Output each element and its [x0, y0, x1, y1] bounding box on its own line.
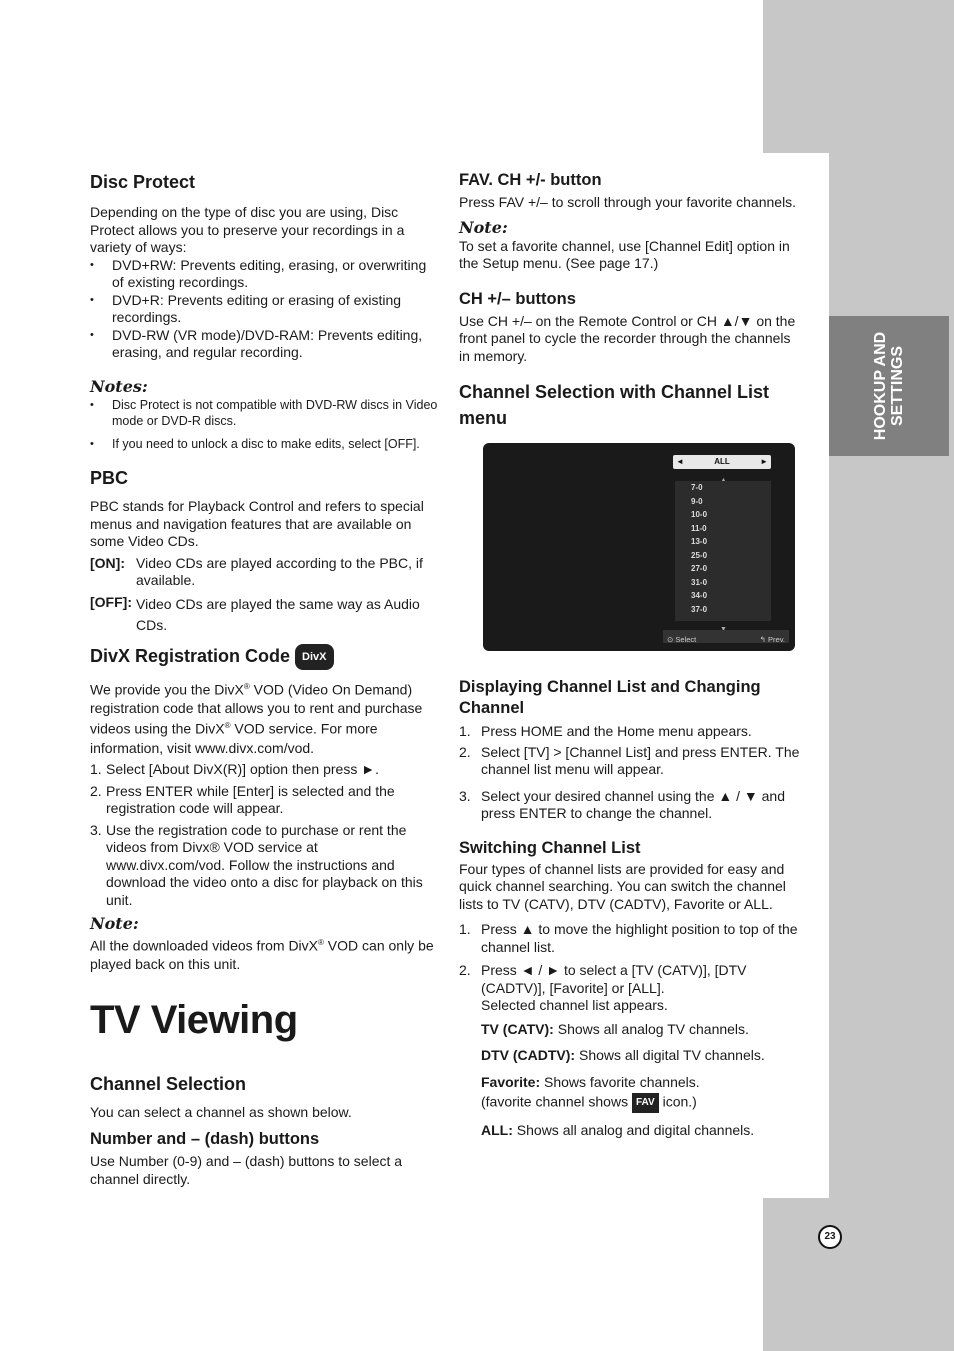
list-item: • DVD+RW: Prevents editing, erasing, or overwriting of existing recordings. [90, 257, 438, 292]
divx-intro-part: VOD service. For more information, visit www.divx.com/vod. [90, 721, 378, 756]
registered-mark: ® [224, 721, 231, 731]
section-tab [829, 316, 949, 456]
divx-note [90, 934, 438, 974]
type-term: TV (CATV): [481, 1020, 554, 1037]
list-item: • DVD-RW (VR mode)/DVD-RAM: Prevents editing, erasing, and regular recording. [90, 327, 438, 362]
type-term: DTV (CADTV): [481, 1047, 576, 1063]
number-dash-text: Use Number (0-9) and – (dash) buttons to select a channel directly. [90, 1153, 403, 1187]
step-text: Select [TV] > [Channel List] and press ENTER. The channel list menu will appear. [481, 743, 800, 777]
switching-steps [459, 921, 805, 997]
number-dash-heading: Number and – (dash) buttons [90, 1130, 320, 1149]
pbc-intro: PBC stands for Playback Control and refers to special menus and navigation features that are available on some Video CDs. [90, 498, 424, 549]
step-text: Press ENTER while [Enter] is selected and the registration code will appear. [106, 782, 395, 817]
fav-note-part: (favorite channel shows [481, 1093, 632, 1110]
step-text: Press ◄ / ► to select a [TV (CATV)], [DTV (CADTV)], [Favorite] or [ALL]. [481, 962, 747, 996]
step-text: Select [About DivX(R)] option then press ►. [106, 761, 379, 778]
divx-intro [90, 678, 438, 757]
switching-heading: Switching Channel List [459, 838, 641, 857]
displaying-heading: Displaying Channel List and Changing Channel [459, 678, 761, 717]
channel-item[interactable]: 25-0 [691, 550, 708, 560]
page-title: TV Viewing [90, 997, 298, 1042]
channel-list-selector[interactable] [673, 455, 771, 469]
type-tv [459, 1021, 805, 1039]
step-number: 3. [90, 821, 102, 838]
list-item [90, 822, 438, 910]
step-text: Select your desired channel using the ▲ / ▼ and press ENTER to change the channel. [481, 787, 786, 821]
type-all [459, 1122, 805, 1140]
notes-heading: Notes: [90, 376, 148, 396]
notes-list [90, 397, 438, 453]
step-number: 3. [459, 787, 471, 804]
step-text: Press HOME and the Home menu appears. [481, 723, 752, 739]
disc-protect-intro: Depending on the type of disc you are using, Disc Protect allows you to preserve your recordings in a variety of ways: [90, 204, 405, 255]
channel-list-menu-heading: Channel Selection with Channel List menu [459, 382, 770, 428]
prev-hint: ↰ Prev. [759, 635, 785, 644]
fav-ch-text: Press FAV +/– to scroll through your favorite channels. [459, 194, 797, 210]
channel-item[interactable]: 34-0 [691, 591, 708, 600]
ch-buttons-heading: CH +/– buttons [459, 289, 576, 308]
disc-protect-list [90, 257, 438, 362]
step-number: 1. [90, 761, 102, 778]
step-number: 2. [90, 782, 102, 799]
left-column [90, 170, 438, 1188]
def-desc: Video CDs are played according to the PBC, if available. [136, 554, 423, 588]
divx-badge: DivX [295, 644, 333, 670]
type-favorite [459, 1074, 805, 1092]
channel-list-screen [483, 443, 795, 651]
step-number: 2. [459, 962, 471, 978]
divx-intro-part: We provide you the DivX [90, 681, 244, 698]
list-item [459, 921, 805, 956]
channel-item[interactable]: 10-0 [691, 510, 708, 519]
switching-intro: Four types of channel lists are provided for easy and quick channel searching. You can switch the channel lists to TV (CATV), DTV (CADTV), Favorite or ALL. [459, 860, 786, 912]
right-column [459, 170, 805, 1139]
right-arrow-icon: ► [760, 457, 768, 466]
disc-protect-heading: Disc Protect [90, 172, 196, 192]
list-item [459, 723, 805, 741]
channel-item[interactable]: 31-0 [691, 577, 708, 587]
fav-badge-icon: FAV [632, 1093, 659, 1113]
list-item [90, 783, 438, 818]
list-item [459, 744, 805, 779]
list-item: • DVD+R: Prevents editing or erasing of existing recordings. [90, 292, 438, 327]
list-item: • If you need to unlock a disc to make edits, select [OFF]. [90, 436, 438, 453]
channel-selection-text: You can select a channel as shown below. [90, 1103, 352, 1120]
pbc-definitions [90, 555, 438, 636]
fav-note-part: icon.) [658, 1093, 697, 1110]
channel-list [675, 481, 771, 621]
divx-intro-part: VOD (Video On Demand) registration code that allows you to rent and purchase videos using the DivX [90, 681, 423, 738]
fav-ch-note: To set a favorite channel, use [Channel Edit] option in the Setup menu. (See page 17.) [459, 237, 790, 271]
fav-ch-heading: FAV. CH +/- button [459, 171, 602, 189]
step-text: Use the registration code to purchase or rent the videos from Divx® VOD service at www.divx.com/vod. Follow the instructions and download the video onto a disc for playback on this unit. [106, 821, 423, 908]
displaying-steps [459, 723, 805, 823]
channel-item[interactable]: 37-0 [691, 604, 708, 614]
divx-heading [90, 644, 438, 670]
type-term: ALL: [481, 1121, 513, 1138]
registered-mark: ® [243, 681, 250, 691]
select-hint: ⊙ Select [667, 635, 697, 644]
left-arrow-icon: ◄ [676, 457, 684, 466]
channel-selection-heading: Channel Selection [90, 1073, 247, 1094]
step-number: 1. [459, 723, 471, 739]
fav-icon-note [459, 1093, 805, 1113]
divx-steps [90, 761, 438, 909]
screen-footer [663, 630, 789, 643]
type-desc: Shows all digital TV channels. [575, 1047, 765, 1063]
page-number: 23 [818, 1225, 842, 1249]
section-tab-label: HOOKUP AND SETTINGS [872, 331, 906, 441]
step-number: 2. [459, 743, 471, 760]
divx-note-heading: Note: [90, 914, 139, 934]
divx-note-part: VOD can only be played back on this unit. [90, 937, 434, 973]
ch-buttons-text: Use CH +/– on the Remote Control or CH ▲/▼ on the front panel to cycle the recorder through the channels in memory. [459, 312, 796, 364]
list-item [90, 761, 438, 779]
list-item [459, 962, 805, 997]
fav-ch-note-heading: Note: [459, 217, 508, 237]
selector-value: ALL [714, 457, 730, 466]
def-term: [OFF]: [90, 593, 132, 610]
divx-note-part: All the downloaded videos from DivX [90, 937, 319, 954]
list-item [459, 788, 805, 823]
def-desc: Video CDs are played the same way as Audio CDs. [136, 595, 420, 633]
channel-item[interactable]: 9-0 [691, 496, 703, 506]
channel-item[interactable]: 7-0 [691, 483, 703, 492]
type-desc: Shows all analog TV channels. [553, 1020, 749, 1037]
step-text: Press ▲ to move the highlight position to top of the channel list. [481, 921, 798, 955]
channel-item[interactable]: 27-0 [691, 564, 708, 573]
channel-list-panel [673, 453, 783, 643]
type-term: Favorite: [481, 1073, 541, 1090]
channel-item[interactable]: 13-0 [691, 537, 708, 546]
step-number: 1. [459, 921, 471, 937]
list-item: • Disc Protect is not compatible with DVD-RW discs in Video mode or DVD-R discs. [90, 397, 438, 430]
divx-heading-text: DivX Registration Code [90, 645, 291, 666]
registered-mark: ® [318, 938, 324, 948]
type-desc: Shows all analog and digital channels. [512, 1121, 755, 1138]
selected-list-text: Selected channel list appears. [481, 997, 668, 1013]
def-term: [ON]: [90, 554, 125, 571]
pbc-heading: PBC [90, 468, 129, 488]
type-dtv [459, 1047, 805, 1065]
channel-item[interactable]: 11-0 [691, 523, 707, 533]
type-desc: Shows favorite channels. [540, 1073, 700, 1090]
